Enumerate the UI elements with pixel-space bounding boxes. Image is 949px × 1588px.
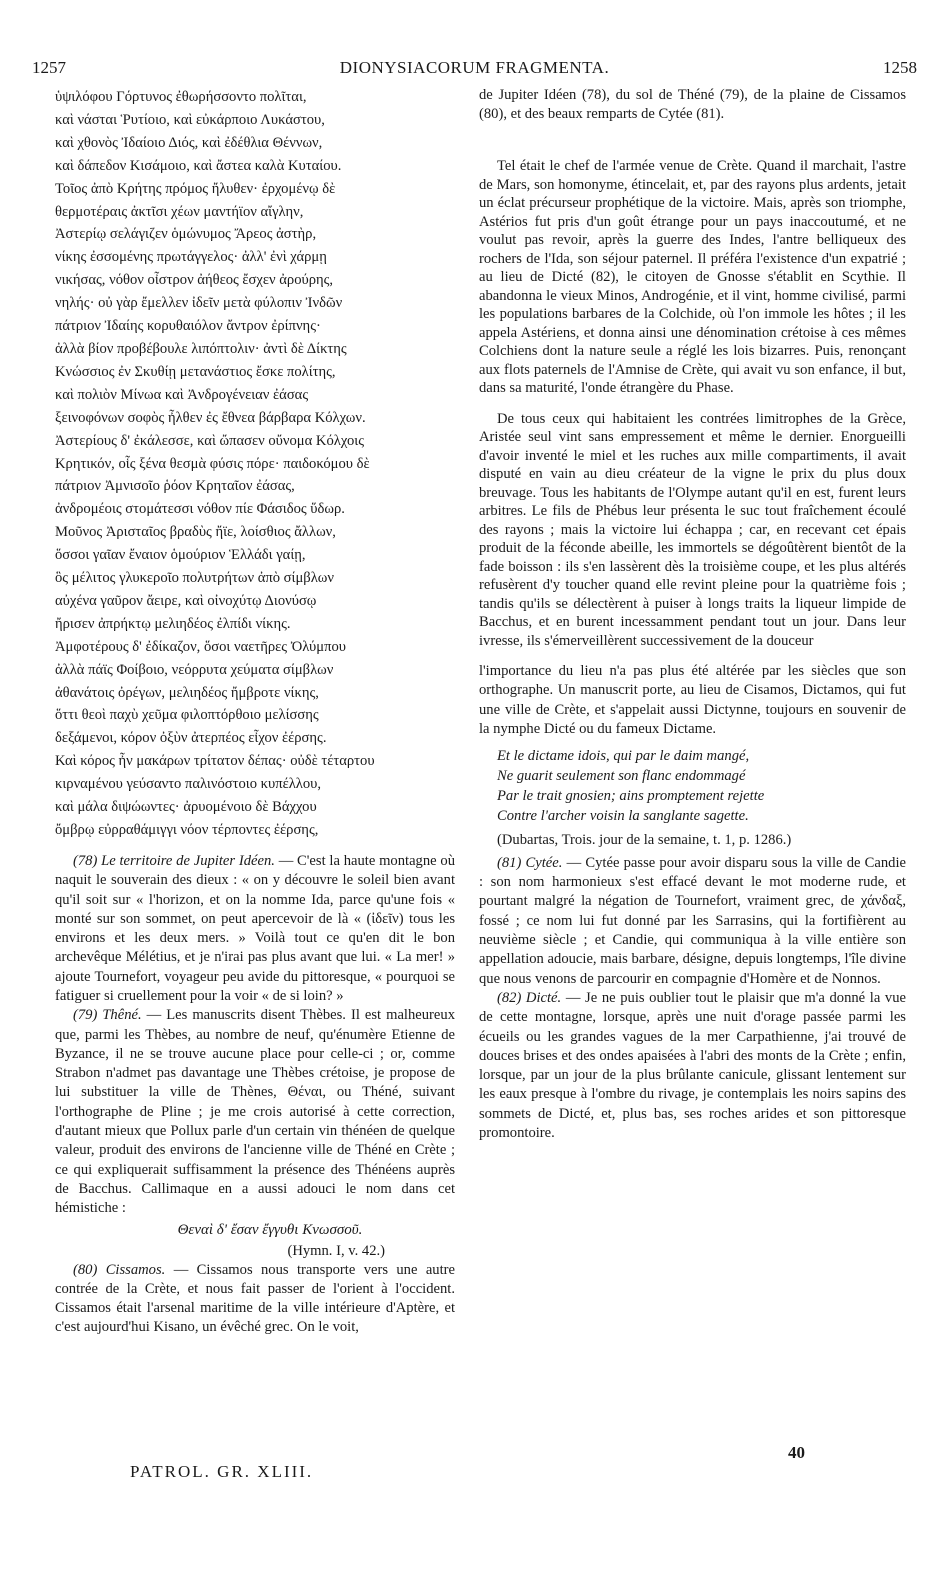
greek-line: θερμοτέραις ἀκτῖσι χέων μαντήϊον αἴγλην, bbox=[55, 203, 304, 220]
greek-line: ὅσσοι γαῖαν ἔναιον ὁμούριον Ἑλλάδι γαίῃ, bbox=[55, 547, 306, 564]
greek-line: ἤρισεν ἀπρήκτῳ μελιηδέος ἐλπίδι νίκης. bbox=[55, 615, 291, 632]
greek-line: Τοῖος ἀπὸ Κρήτης πρόμος ἤλυθεν· ἐρχομένῳ δὲ bbox=[55, 180, 336, 197]
footnote-82-head: (82) Dicté. bbox=[497, 989, 562, 1006]
greek-line: ἀθανάτοις ὀρέγων, μελιηδέος ἤμβροτε νίκης, bbox=[55, 684, 319, 701]
footnote-78-text: — C'est la haute montagne où naquit le souverain des dieux : « on y découvre le soleil bien avant qu'il soit sur « l'horizon, et on la nomme Ida, parce qu'une fois « monté sur son sommet, on peut apercevoir de là « (ἰδεῖν) tous les environs et les deux mers. » Voilà tout ce qu'en dit le bon archevêque Mélétius, et je n'irai pas plus avant que lui. « La mer! » ajoute Tournefort, voyageur peu avide du pittoresque, « pourquoi se fatiguer si cruellement pour la voir « de si loin? » bbox=[55, 852, 455, 1004]
greek-line: ὑψιλόφου Γόρτυνος ἐθωρήσσοντο πολῖται, bbox=[55, 89, 307, 105]
greek-line: καὶ δάπεδον Κισάμοιο, καὶ ἄστεα καλὰ Κυταίου. bbox=[55, 157, 342, 174]
greek-line: αὐχένα γαῦρον ἄειρε, καὶ οἰνοχύτῳ Διονύσῳ bbox=[55, 592, 317, 609]
greek-line: κιρναμένου γεύσαντο παλινόστοιο κυπέλλου, bbox=[55, 776, 322, 793]
signature-mark: PATROL. GR. XLIII. bbox=[130, 1462, 314, 1481]
greek-line: ὄμβρῳ εὐρραθάμιγγι νόον τέρποντες ἐέρσης, bbox=[55, 822, 319, 838]
greek-line: ὅττι θεοὶ παχὺ χεῦμα φιλοπτόρθοιο μελίσσης bbox=[55, 707, 319, 724]
footnote-79 bbox=[55, 1006, 455, 1218]
left-column bbox=[55, 86, 455, 1338]
verse-line: Et le dictame idois, qui par le daim mangé, bbox=[497, 748, 750, 765]
greek-line: καὶ μάλα διψώωντες· ἀρυομένοιο δὲ Βάχχου bbox=[55, 799, 317, 816]
footnote-78 bbox=[55, 852, 455, 1006]
running-title: DIONYSIACORUM FRAGMENTA. bbox=[339, 58, 610, 77]
footnote-80-head: (80) Cissamos. bbox=[73, 1261, 166, 1278]
footnote-82-text: — Je ne puis oublier tout le plaisir que m'a donné la vue de cette montagne, lorsque, après une nuit d'orage passée parmi les écueils ou les grandes vagues de la mer Carpathienne, j'ai trouvé de douces brises et des ondes apaisées à l'abri des monts de la Crète ; enfin, lorsque, par un jour de la plus brûlante canicule, glissant lentement sur les eaux presque à l'ombre du rivage, je contemplais les noirs sapins des sommets de Dicté, et, plus bas, ses roches arides et son pittoresque promontoire. bbox=[479, 989, 907, 1142]
right-column-number: 1258 bbox=[883, 58, 917, 77]
footnote-81-text: — Cytée passe pour avoir disparu sous la ville de Candie : son nom harmonieux s'est effacé devant le mot moderne rude, et pourtant malgré la négation de Tournefort, vraiment grec, de χάνδαξ, fossé ; ce nom lui fut donné par les Sarrasins, qui la fortifièrent au neuvième siècle ; et Candie, qui communiqua à la ville entière son appellation adoucie, mais barbare, désigne, depuis longtemps, l'île divine que nous venons de parcourir en compagnie d'Homère et de Nonnos. bbox=[479, 854, 906, 987]
greek-line: ἀλλὰ βίον προβέβουλε λιπόπτολιν· ἀντὶ δὲ Δίκτης bbox=[55, 340, 347, 357]
footnote-78-head: (78) Le territoire de Jupiter Idéen. bbox=[73, 852, 275, 869]
footnote-79-text: — Les manuscrits disent Thèbes. Il est malheureux que, parmi les Thèbes, au nombre de neuf, qu'énumère Etienne de Byzance, il ne se trouve aucune place pour celle-ci ; or, comme Strabon n'admet pas davantage une Thèbes crétoise, je propose de lui substituer la ville de Thènes, Θέναι, ou Théné, suivant l'orthographe de Pline ; je me crois autorisé à cette correction, d'autant mieux que Pollux parle d'un certain vin thénéen de quelque valeur, produit des environs de l'ancienne ville de Théné en Crète ; ce qui expliquerait suffisamment la présence des Thénéens auprès de Bacchus. Callimaque en a aussi adouci le nom dans cet hémistiche : bbox=[55, 1007, 455, 1217]
gathering-number: 40 bbox=[788, 1443, 805, 1462]
callimachus-quote: Θεναὶ δ' ἔσαν ἔγγυθι Κνωσσοῦ. bbox=[177, 1221, 363, 1238]
greek-line: νηλής· οὐ γὰρ ἔμελλεν ἰδεῖν μετὰ φύλοπιν Ἰνδῶν bbox=[55, 295, 343, 312]
right-column bbox=[479, 86, 906, 1143]
page-header bbox=[32, 58, 917, 82]
left-column-number: 1257 bbox=[32, 58, 66, 77]
greek-line: καὶ νάσται Ῥυτίοιο, καὶ εὐκάρποιο Λυκάστου, bbox=[55, 111, 325, 128]
greek-line: Κνώσσιος ἐν Σκυθίῃ μετανάστιος ἔσκε πολίτης, bbox=[55, 363, 336, 380]
footnote-80 bbox=[55, 1261, 455, 1338]
quote-citation: (Hymn. I, v. 42.) bbox=[287, 1242, 385, 1259]
footnote-80-continued: l'importance du lieu n'a pas plus été altérée par les siècles que son orthographe. Un manuscrit porte, au lieu de Cisamos, Dictamos, qui fut une ville de Crète, et s'appelait aussi Dictynne, toujours en souvenir de la nymphe Dicté ou du fameux Dictame. bbox=[479, 663, 906, 738]
greek-line: δεξάμενοι, κόρον ὀξὺν ἀτερπέος εἶχον ἐέρσης. bbox=[55, 730, 327, 747]
translation-intro: de Jupiter Idéen (78), du sol de Théné (79), de la plaine de Cissamos (80), et des beaux remparts de Cytée (81). bbox=[479, 87, 906, 122]
greek-line: Κρητικόν, οἷς ξένα θεσμὰ φύσις πόρε· παιδοκόμου δὲ bbox=[55, 455, 370, 472]
greek-line: ἀλλὰ πάϊς Φοίβοιο, νεόρρυτα χεύματα σίμβλων bbox=[55, 661, 334, 678]
translation-paragraph-2: De tous ceux qui habitaient les contrées limitrophes de la Grèce, Aristée seul vint sans empressement et même le dernier. Enorgueilli d'avoir inventé le miel et les ruches aux mille compartiments, il avait disputé en vain au dieu créateur de la vigne le prix du plus doux breuvage. Tous les habitants de l'Olympe autant qu'il en est, furent leurs arbitres. Le fils de Phébus leur présenta le suc tout fraîchement écoulé des rayons ; mais la victoire lui échappa ; car, en recevant cet épais produit de la féconde abeille, les immortels se dégoûtèrent bientôt de la fade boisson : ils s'en lassèrent dès la troisième coupe, et les plus altérés refusèrent d'y toucher quand elle revint pleine pour la quatrième fois ; tandis qu'ils se délectèrent à puiser à longs traits la liqueur limpide de Bacchus, et en burent incessamment pendant tout un jour. Dans leur ivresse, ils s'émerveillèrent successivement de la douceur bbox=[479, 410, 906, 649]
greek-line: καὶ πολιὸν Μίνωα καὶ Ἀνδρογένειαν ἐάσας bbox=[55, 386, 309, 403]
footnote-81-head: (81) Cytée. bbox=[497, 854, 563, 871]
greek-line: ξεινοφόνων σοφὸς ἦλθεν ἐς ἔθνεα βάρβαρα Κόλχων. bbox=[55, 409, 366, 426]
greek-line: Ἀστερίους δ' ἐκάλεσσε, καὶ ὤπασεν οὔνομα Κόλχοις bbox=[55, 432, 364, 449]
greek-line: πάτριον Ἀμνισοῖο ῥόον Κρηταῖον ἐάσας, bbox=[55, 478, 295, 495]
translation-paragraph-1: Tel était le chef de l'armée venue de Crète. Quand il marchait, l'astre de Mars, son homonyme, étincelait, et, par des rayons plus ardents, jetait un éclat précurseur prophétique de la victoire. Mais, après son triomphe, Astérios fut pris d'un goût étrange pour un pays inaccoutumé, et ne voulut pas revoir, après la guerre des Indes, l'antre belliqueux des rochers de l'Ida, son séjour paternel. Il préféra l'existence d'un expatrié ; au lieu de Dicté (82), le citoyen de Gnosse s'établit en Scythie. Il abandonna le vieux Minos, Androgénie, et il vint, homme civilisé, parmi les populations barbares de la Colchide, où l'on immole les hôtes ; il les appela Astériens, et donna ainsi une dénomination crétoise à ces mêmes Colchiens dont la nature seule a réglé les lois bizarres. Puis, renonçant aux flots paternels de l'Amnise de Crète, qui avait vu son enfance, il but, dans sa maturité, l'onde étrangère du Phase. bbox=[479, 158, 906, 397]
greek-text-block bbox=[55, 86, 455, 842]
greek-line: πάτριον Ἰδαίης κορυθαιόλον ἄντρον ἐρίπνης· bbox=[55, 318, 321, 335]
greek-line: νικήσας, νόθον οἶστρον ἀήθεος ἔσχεν ἀρούρης, bbox=[55, 272, 334, 289]
dubartas-verse bbox=[479, 747, 906, 826]
footnote-82 bbox=[479, 989, 906, 1143]
greek-line: Ἀμφοτέρους δ' ἐδίκαζον, ὅσοι ναετῆρες Ὀλύμπου bbox=[55, 638, 346, 655]
verse-line: Contre l'archer voisin la sanglante sagette. bbox=[497, 807, 749, 824]
greek-line: καὶ χθονὸς Ἰδαίοιο Διός, καὶ ἐδέθλια Θέννων, bbox=[55, 134, 323, 151]
verse-citation: (Dubartas, Trois. jour de la semaine, t. 1, p. 1286.) bbox=[497, 831, 792, 848]
verse-line: Ne guarit seulement son flanc endommagé bbox=[497, 768, 746, 785]
greek-line: Μοῦνος Ἀρισταῖος βραδὺς ἤϊε, λοίσθιος ἄλλων, bbox=[55, 524, 336, 541]
verse-line: Par le trait gnosien; ains promptement rejette bbox=[497, 787, 765, 804]
footnote-80-text: — Cissamos nous transporte vers une autre contrée de la Crète, et nous fait passer de l'orient à l'occident. Cissamos était l'arsenal maritime de la ville intérieure d'Aptère, et c'est aujourd'hui Kisano, un évêché grec. On le voit, bbox=[55, 1261, 455, 1336]
greek-line: νίκης ἐσσομένης πρωτάγγελος· ἀλλ' ἐνὶ χάρμῃ bbox=[55, 249, 327, 266]
footnote-81 bbox=[479, 854, 906, 989]
greek-line: Ἀστερίῳ σελάγιζεν ὁμώνυμος Ἄρεος ἀστὴρ, bbox=[55, 226, 317, 243]
greek-line: Καὶ κόρος ἦν μακάρων τρίτατον δέπας· οὐδὲ τέταρτου bbox=[55, 753, 375, 770]
greek-line: ἀνδρομέοις στομάτεσσι νόθον πίε Φάσιδος ὕδωρ. bbox=[55, 501, 345, 518]
footnote-79-head: (79) Thêné. bbox=[73, 1007, 142, 1024]
greek-line: ὃς μέλιτος γλυκεροῖο πολυτρήτων ἀπὸ σίμβλων bbox=[55, 570, 334, 587]
